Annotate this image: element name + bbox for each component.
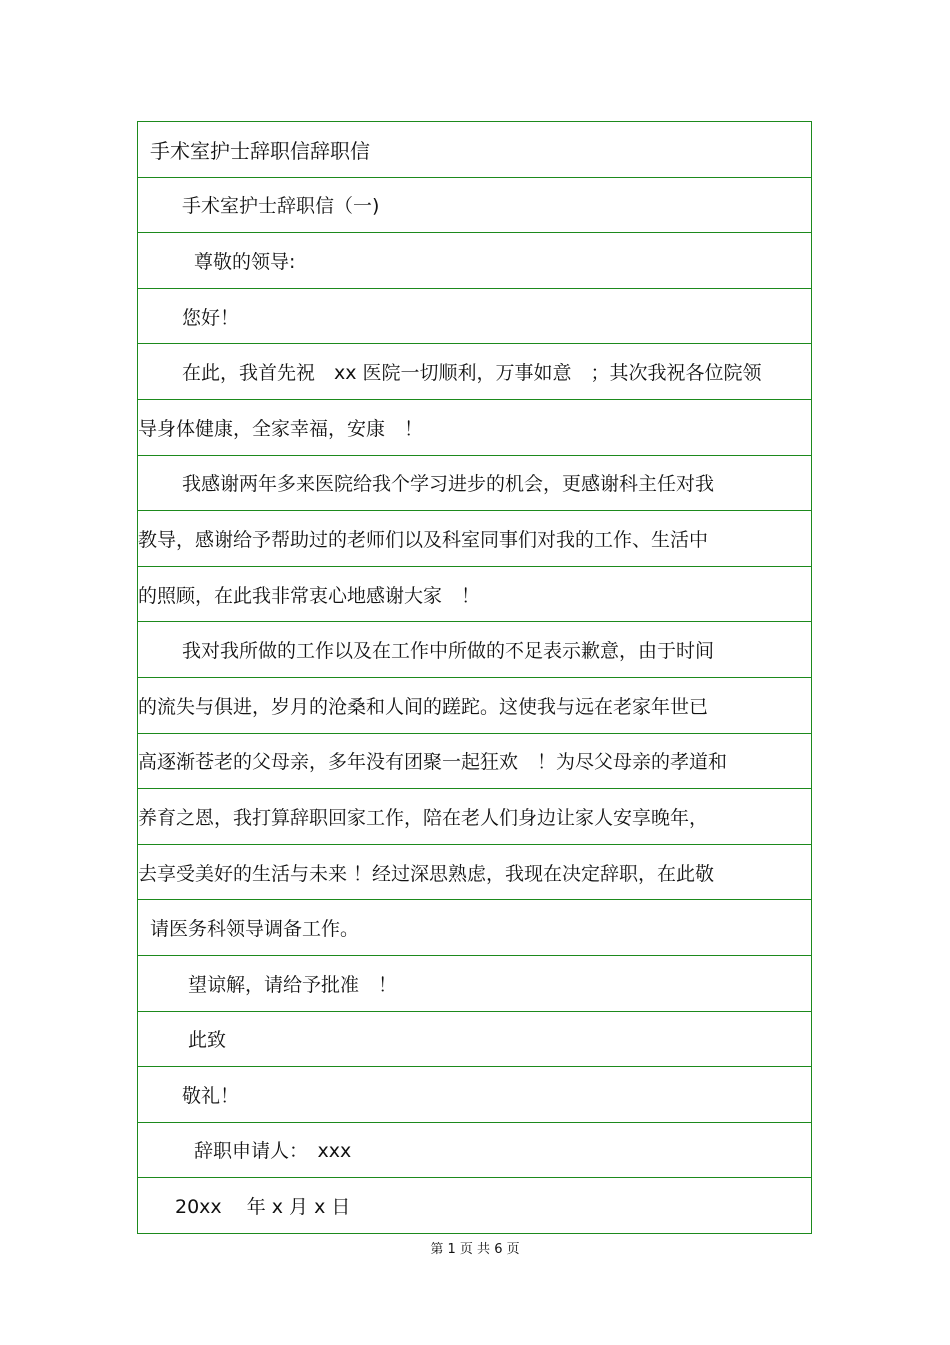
text-row	[138, 1178, 811, 1234]
paragraph-line: 的流失与俱进，岁月的沧桑和人间的蹉跎。这使我与远在老家年世已	[138, 695, 709, 718]
text-row	[138, 233, 811, 289]
text-row	[138, 289, 811, 345]
document-table	[137, 121, 812, 1234]
page-number-label: 第 1 页 共 6 页	[430, 1242, 520, 1257]
text-row	[138, 178, 811, 234]
paragraph-line: 养育之恩，我打算辞职回家工作，陪在老人们身边让家人安享晚年，	[138, 806, 709, 829]
document-title	[138, 122, 811, 178]
paragraph-line: 高逐渐苍老的父母亲，多年没有团聚一起狂欢 ！为尽父母亲的孝道和	[138, 751, 728, 774]
text-row	[138, 1123, 811, 1179]
text-row	[138, 622, 811, 678]
closing-line: 敬礼！	[182, 1084, 240, 1107]
paragraph-line: 的照顾，在此我非常衷心地感谢大家 ！	[138, 584, 481, 607]
text-row	[138, 344, 811, 400]
paragraph-line: 导身体健康，全家幸福，安康 ！	[138, 417, 424, 440]
text-row	[138, 845, 811, 901]
text-row	[138, 1012, 811, 1068]
text-row	[138, 400, 811, 456]
greeting-text: 您好！	[182, 306, 240, 329]
paragraph-line: 请医务科领导调备工作。	[150, 918, 360, 941]
date-line: 20xx 年 x 月 x 日	[175, 1196, 351, 1219]
text-row	[138, 511, 811, 567]
salutation-text: 尊敬的领导:	[194, 250, 296, 273]
page-footer	[0, 1238, 950, 1257]
text-row	[138, 789, 811, 845]
document-title-text: 手术室护士辞职信辞职信	[150, 138, 370, 163]
paragraph-line: 我对我所做的工作以及在工作中所做的不足表示歉意，由于时间	[182, 640, 715, 663]
text-row	[138, 567, 811, 623]
paragraph-line: 我感谢两年多来医院给我个学习进步的机会，更感谢科主任对我	[182, 473, 715, 496]
text-row	[138, 456, 811, 512]
paragraph-line: 去享受美好的生活与未来 ！经过深思熟虑，我现在决定辞职，在此敬	[138, 862, 715, 885]
paragraph-line: 在此，我首先祝 xx 医院一切顺利，万事如意 ；其次我祝各位院领	[182, 362, 762, 385]
signature-line: 辞职申请人： xxx	[194, 1140, 352, 1163]
text-row	[138, 734, 811, 790]
closing-line: 望谅解，请给予批准 ！	[188, 973, 398, 996]
text-row	[138, 678, 811, 734]
text-row	[138, 900, 811, 956]
closing-line: 此致	[188, 1029, 227, 1052]
text-row	[138, 1067, 811, 1123]
text-row	[138, 956, 811, 1012]
paragraph-line: 教导，感谢给予帮助过的老师们以及科室同事们对我的工作、生活中	[138, 528, 709, 551]
subtitle-text: 手术室护士辞职信（一)	[182, 195, 380, 218]
